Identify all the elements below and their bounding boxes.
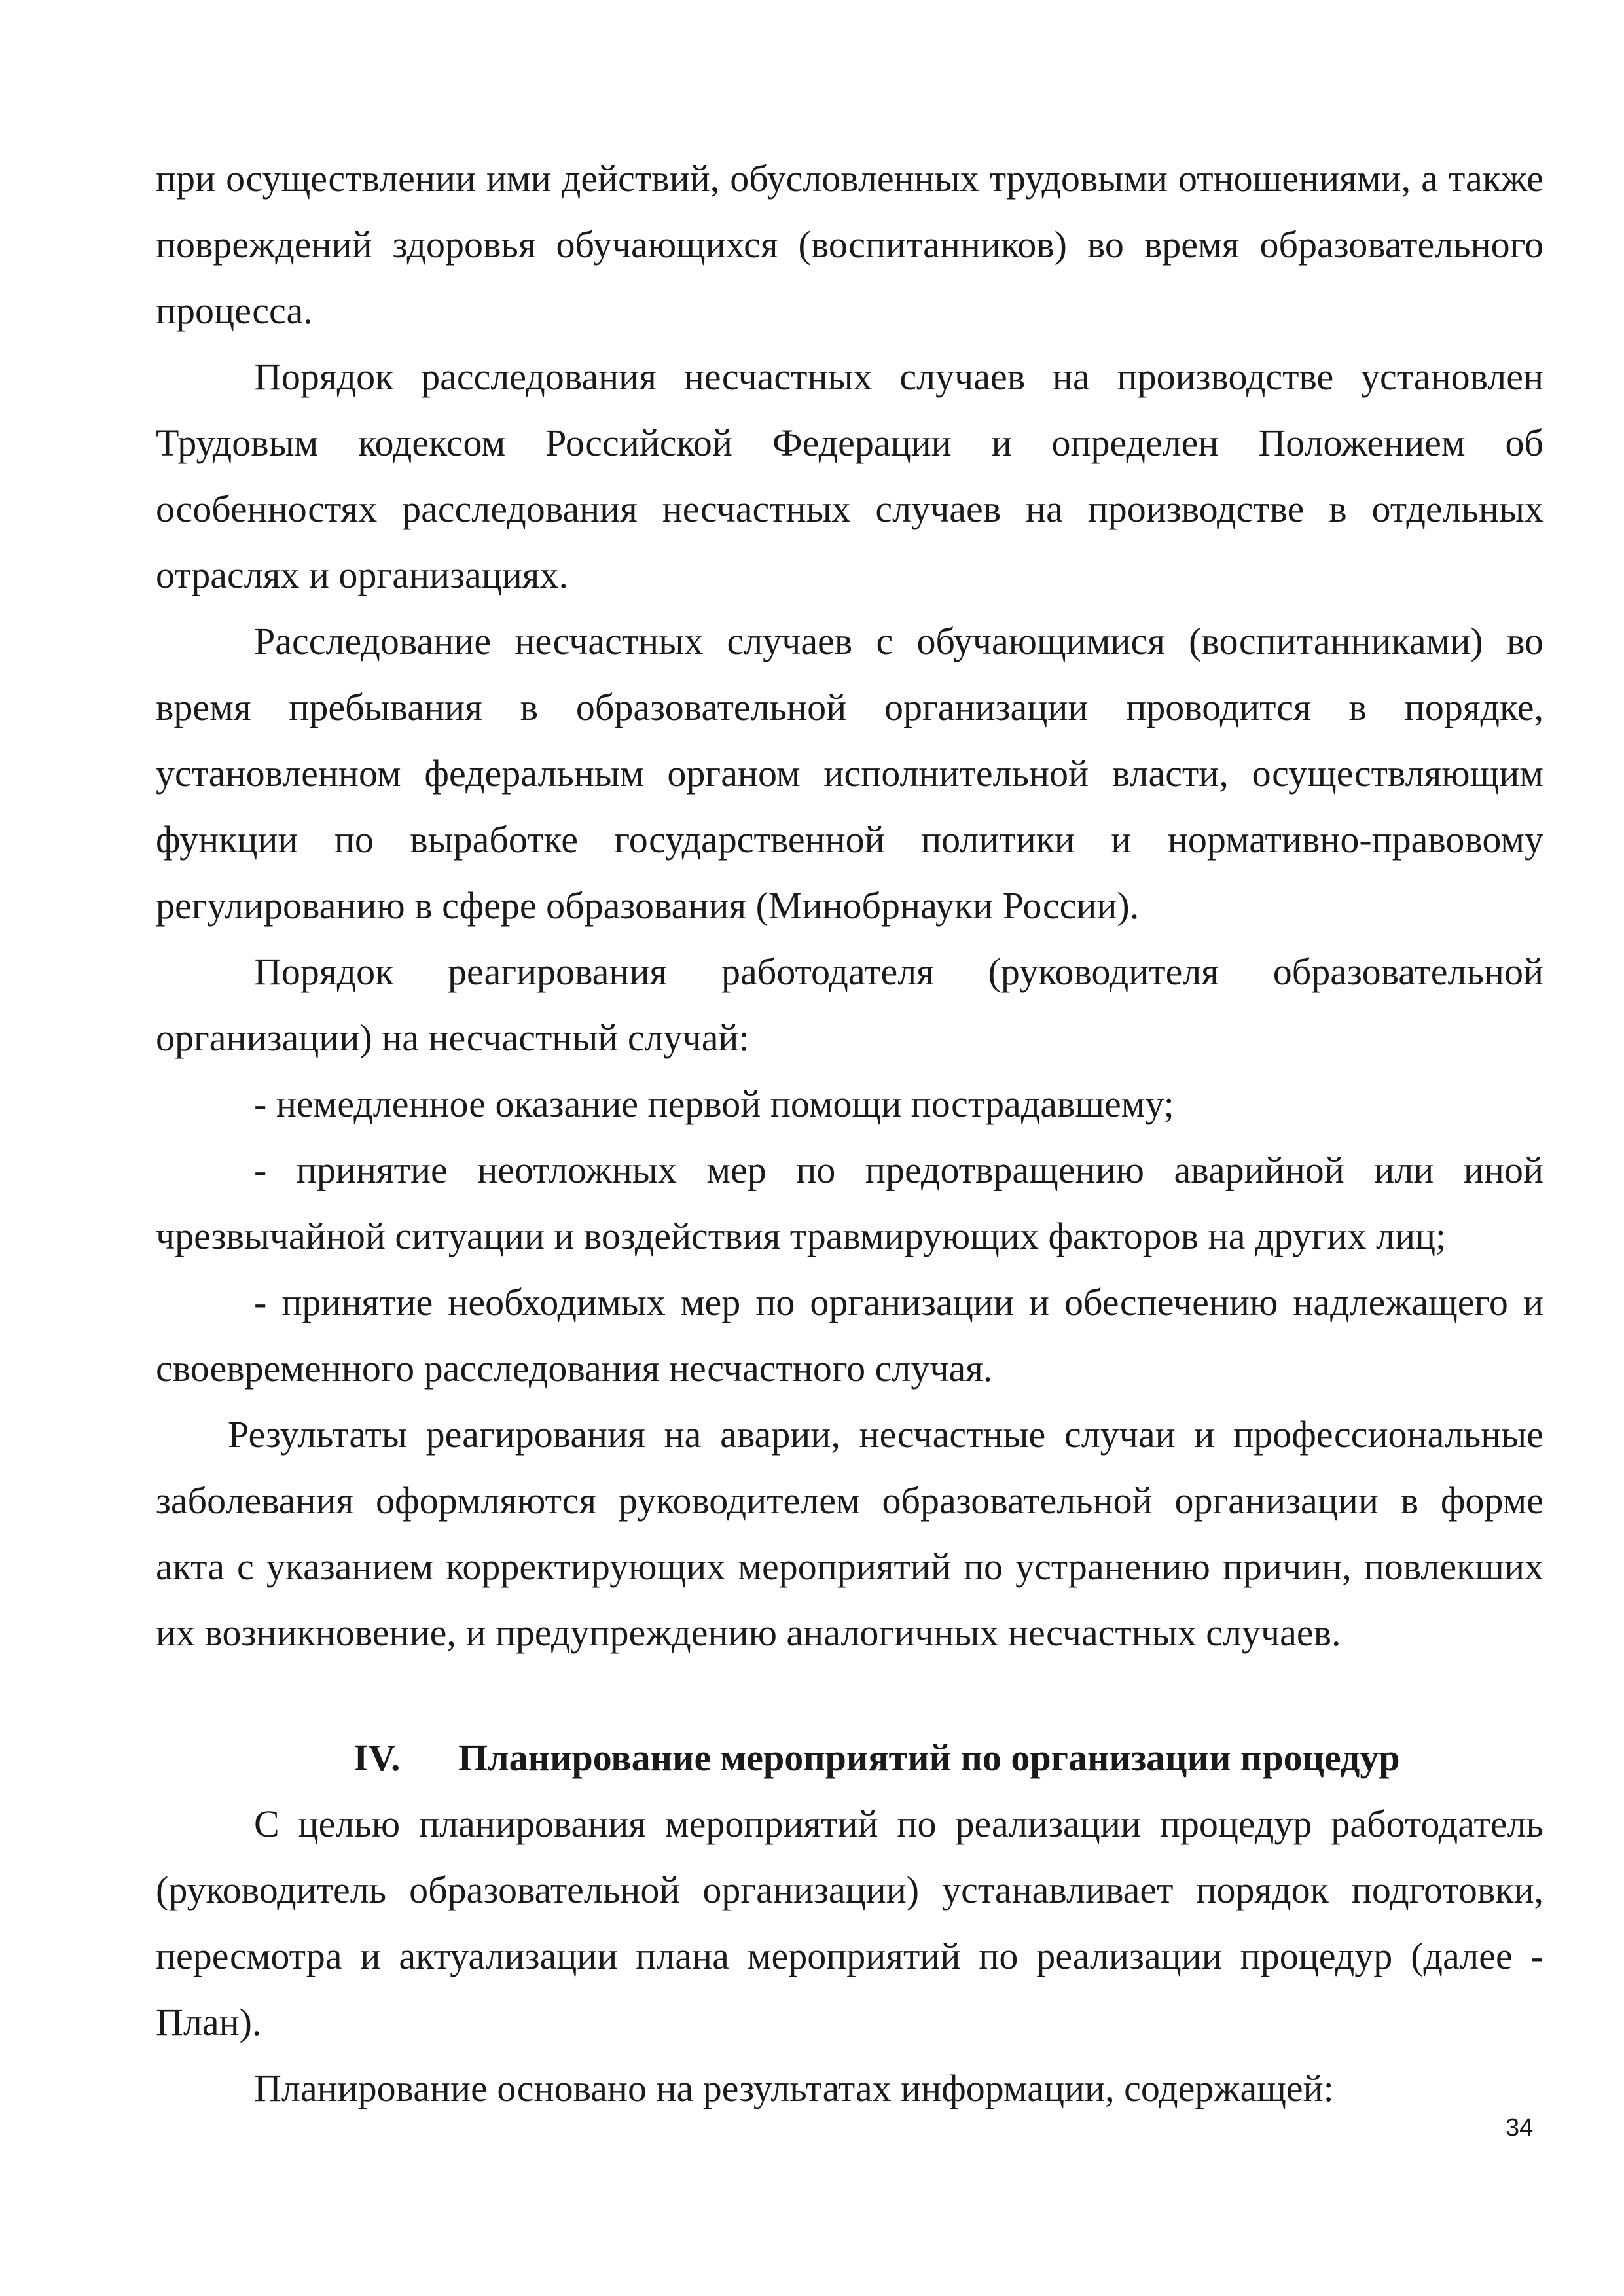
paragraph-response-order: Порядок реагирования работодателя (руководителя образовательной организации) на несчастный случай: (156, 950, 1543, 1059)
paragraph-continuation: при осуществлении ими действий, обусловленных трудовыми отношениями, а также повреждений здоровья обучающихся (воспитанников) во время образовательного процесса. (156, 157, 1543, 332)
list-item-investigation-measures: - принятие необходимых мер по организации и обеспечению надлежащего и своевременного расследования несчастного случая. (156, 1281, 1543, 1390)
list-item-urgent-measures: - принятие неотложных мер по предотвращению аварийной или иной чрезвычайной ситуации и воздействия травмирующих факторов на других лиц; (156, 1149, 1543, 1257)
paragraph-investigation-order: Порядок расследования несчастных случаев на производстве установлен Трудовым кодексом Российской Федерации и определен Положением об особенностях расследования несчастных случаев на производстве в отдельных отраслях и организациях. (156, 355, 1543, 596)
section-title: Планирование мероприятий по организации процедур (458, 1736, 1400, 1779)
paragraph-planning-purpose: С целью планирования мероприятий по реализации процедур работодатель (руководитель образовательной организации) устанавливает порядок подготовки, пересмотра и актуализации плана мероприятий по реализации процедур (далее - План). (156, 1803, 1543, 2043)
page-number: 34 (1506, 2114, 1534, 2142)
section-number: IV. (353, 1736, 401, 1779)
page-body (156, 145, 1543, 2121)
paragraph-student-investigation: Расследование несчастных случаев с обучающимися (воспитанниками) во время пребывания в образовательной организации проводится в порядке, установленном федеральным органом исполнительной власти, осуществляющим функции по выработке государственной политики и нормативно-правовому регулированию в сфере образования (Минобрнауки России). (156, 620, 1543, 927)
list-item-first-aid: - немедленное оказание первой помощи пострадавшему; (254, 1083, 1174, 1125)
paragraph-response-results: Результаты реагирования на аварии, несчастные случаи и профессиональные заболевания оформляются руководителем образовательной организации в форме акта с указанием корректирующих мероприятий по устранению причин, повлекших их возникновение, и предупреждению аналогичных несчастных случаев. (156, 1413, 1543, 1654)
paragraph-planning-basis: Планирование основано на результатах информации, содержащей: (254, 2067, 1334, 2109)
section-heading (156, 1725, 1543, 1791)
